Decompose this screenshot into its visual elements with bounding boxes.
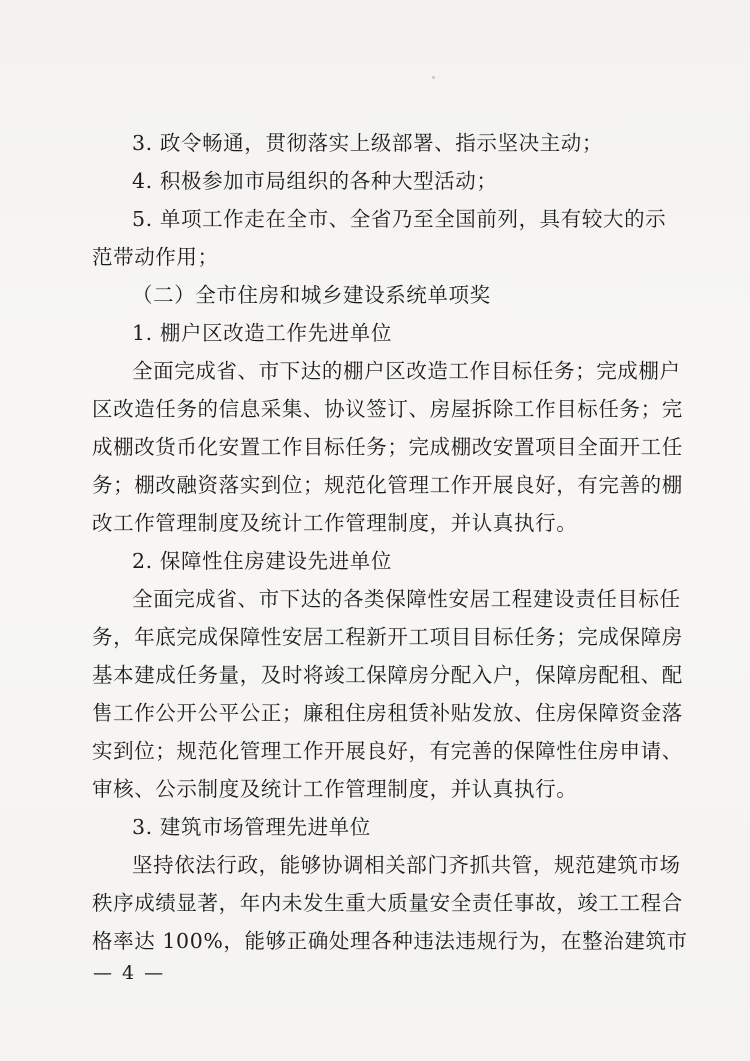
paragraph-line: 售工作公开公平公正；廉租住房租赁补贴发放、住房保障资金落 <box>92 701 683 725</box>
paragraph-line: 务；棚改融资落实到位；规范化管理工作开展良好，有完善的棚 <box>92 473 683 497</box>
list-item-continuation: 范带动作用； <box>92 245 219 269</box>
paragraph-line: 格率达 100%，能够正确处理各种违法违规行为，在整治建筑市 <box>92 929 688 953</box>
list-item: 4. 积极参加市局组织的各种大型活动； <box>132 169 498 193</box>
paragraph-line: 改工作管理制度及统计工作管理制度，并认真执行。 <box>92 511 578 535</box>
paragraph-line: 坚持依法行政，能够协调相关部门齐抓共管，规范建筑市场 <box>132 853 681 877</box>
paragraph-line: 成棚改货币化安置工作目标任务；完成棚改安置项目全面开工任 <box>92 435 683 459</box>
paragraph-line: 全面完成省、市下达的棚户区改造工作目标任务；完成棚户 <box>132 359 681 383</box>
paragraph-line: 区改造任务的信息采集、协议签订、房屋拆除工作目标任务；完 <box>92 397 683 421</box>
award-title: 1. 棚户区改造工作先进单位 <box>132 321 392 345</box>
paragraph-line: 秩序成绩显著，年内未发生重大质量安全责任事故，竣工工程合 <box>92 891 683 915</box>
award-title: 3. 建筑市场管理先进单位 <box>132 815 371 839</box>
award-title: 2. 保障性住房建设先进单位 <box>132 549 392 573</box>
list-item: 3. 政令畅通，贯彻落实上级部署、指示坚决主动； <box>132 131 603 155</box>
section-heading: （二）全市住房和城乡建设系统单项奖 <box>132 283 491 307</box>
paragraph-line: 基本建成任务量，及时将竣工保障房分配入户，保障房配租、配 <box>92 663 683 687</box>
paragraph-line: 实到位；规范化管理工作开展良好，有完善的保障性住房申请、 <box>92 739 683 763</box>
paragraph-line: 全面完成省、市下达的各类保障性安居工程建设责任目标任 <box>132 587 681 611</box>
page-number: — 4 — <box>93 962 166 984</box>
list-item: 5. 单项工作走在全市、全省乃至全国前列，具有较大的示 <box>132 207 667 231</box>
paragraph-line: 务，年底完成保障性安居工程新开工项目目标任务；完成保障房 <box>92 625 683 649</box>
scan-speck <box>432 76 435 79</box>
paragraph-line: 审核、公示制度及统计工作管理制度，并认真执行。 <box>92 777 578 801</box>
